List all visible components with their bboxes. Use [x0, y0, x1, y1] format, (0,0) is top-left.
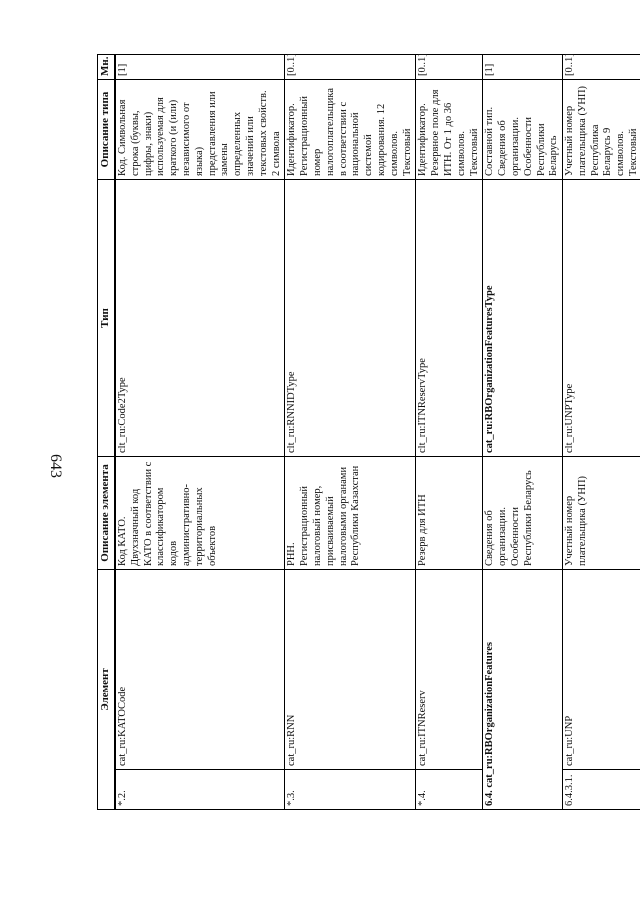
multiplicity: [0..1] [563, 55, 640, 80]
table-header-row [98, 55, 116, 810]
table-row [285, 55, 416, 810]
elements-table [97, 54, 640, 810]
multiplicity: [0..1] [285, 55, 416, 80]
type-name: clt_ru:RNNIDType [285, 180, 416, 457]
element-name: cat_ru:RBOrganizationFeatures [484, 642, 496, 788]
header-mult: Мн. [98, 55, 116, 80]
type-name: clt_ru:Code2Type [115, 180, 285, 457]
row-number: 6.4. [484, 790, 496, 806]
element-name: cat_ru:RNN [285, 570, 416, 770]
type-name: cat_ru:RBOrganizationFeaturesType [483, 180, 563, 457]
header-type: Тип [98, 180, 116, 457]
type-description: Составной тип. Сведения об организации. Особенности Республики Беларусь [483, 80, 563, 180]
table-row [416, 55, 483, 810]
type-name: clt_ru:UNPType [563, 180, 640, 457]
header-type-desc: Описание типа [98, 80, 116, 180]
table-row [115, 55, 285, 810]
multiplicity: [1] [115, 55, 285, 80]
row-number: *.2. [115, 770, 285, 810]
header-element-desc: Описание элемента [98, 457, 116, 570]
type-name: clt_ru:ITNReservType [416, 180, 483, 457]
row-number: *.4. [416, 770, 483, 810]
rotated-table-wrapper [97, 53, 640, 810]
element-name: cat_ru:KATOCode [115, 570, 285, 770]
header-element: Элемент [98, 570, 116, 810]
multiplicity: [1] [483, 55, 563, 80]
multiplicity: [0..1] [416, 55, 483, 80]
element-name: cat_ru:UNP [563, 570, 640, 770]
document-page [97, 53, 640, 810]
element-description: Код КАТО. Двухзначный код КАТО в соответствии с классификатором кодов административно-территориальных объектов [115, 457, 285, 570]
type-description: Код. Символьная строка (буквы, цифры, знаки) используемая для краткого (и (или) независимого от языка) представления или замены определенных значений или текстовых свойств. 2 символа [115, 80, 285, 180]
element-description: Резерв для ИТН [416, 457, 483, 570]
element-name-section [483, 570, 563, 810]
page-number: 643 [47, 454, 64, 478]
row-number: *.3. [285, 770, 416, 810]
table-row [483, 55, 563, 810]
type-description: Идентификатор. Регистрационный номер налогоплательщика в соответствии с национальной системой кодирования. 12 символов. Текстовый [285, 80, 416, 180]
element-description: РНН. Регистрационный налоговый номер, присваиваемый налоговыми органами Республики Казахстан [285, 457, 416, 570]
type-description: Идентификатор. Резервное поле для ИТН. От 1 до 36 символов. Текстовый [416, 80, 483, 180]
type-description: Учетный номер плательщика (УНП) Республика Беларусь 9 символов. Текстовый [563, 80, 640, 180]
element-description: Учетный номер плательщика (УНП) [563, 457, 640, 570]
element-name: cat_ru:ITNReserv [416, 570, 483, 770]
row-number: 6.4.3.1. [563, 770, 640, 810]
table-row [563, 55, 640, 810]
element-description: Сведения об организации. Особенности Республики Беларусь [483, 457, 563, 570]
